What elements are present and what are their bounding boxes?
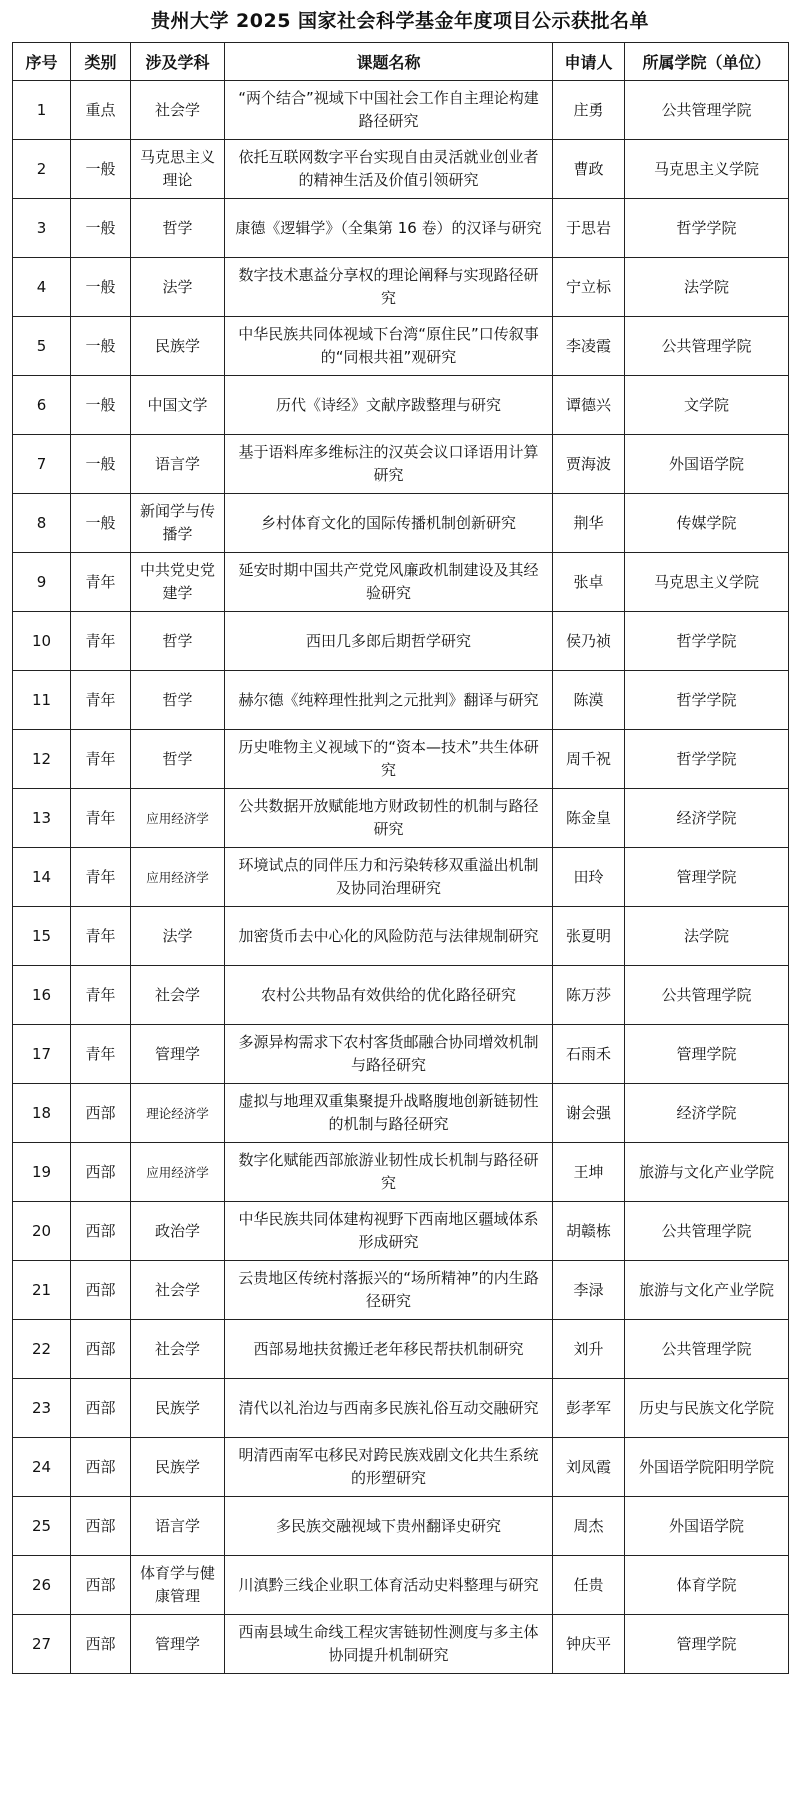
cell-college: 管理学院 <box>625 1615 789 1674</box>
cell-topic: 乡村体育文化的国际传播机制创新研究 <box>225 494 553 553</box>
cell-topic: 数字化赋能西部旅游业韧性成长机制与路径研究 <box>225 1143 553 1202</box>
cell-applicant: 谭德兴 <box>553 376 625 435</box>
cell-applicant: 张卓 <box>553 553 625 612</box>
cell-applicant: 于思岩 <box>553 199 625 258</box>
cell-college: 外国语学院 <box>625 435 789 494</box>
cell-subject: 体育学与健康管理 <box>131 1556 225 1615</box>
cell-subject: 法学 <box>131 258 225 317</box>
cell-no: 8 <box>13 494 71 553</box>
table-row <box>13 671 789 730</box>
cell-no: 24 <box>13 1438 71 1497</box>
table-row <box>13 376 789 435</box>
cell-category: 一般 <box>71 376 131 435</box>
cell-category: 西部 <box>71 1320 131 1379</box>
cell-college: 哲学学院 <box>625 612 789 671</box>
cell-college: 公共管理学院 <box>625 1320 789 1379</box>
cell-applicant: 刘凤霞 <box>553 1438 625 1497</box>
cell-category: 西部 <box>71 1379 131 1438</box>
cell-subject: 应用经济学 <box>131 789 225 848</box>
cell-college: 公共管理学院 <box>625 1202 789 1261</box>
cell-college: 公共管理学院 <box>625 81 789 140</box>
cell-no: 27 <box>13 1615 71 1674</box>
cell-subject: 新闻学与传播学 <box>131 494 225 553</box>
cell-subject: 语言学 <box>131 1497 225 1556</box>
table-row <box>13 907 789 966</box>
cell-college: 马克思主义学院 <box>625 553 789 612</box>
cell-category: 青年 <box>71 671 131 730</box>
cell-college: 外国语学院阳明学院 <box>625 1438 789 1497</box>
cell-category: 重点 <box>71 81 131 140</box>
cell-no: 10 <box>13 612 71 671</box>
cell-topic: 康德《逻辑学》（全集第 16 卷）的汉译与研究 <box>225 199 553 258</box>
cell-applicant: 刘升 <box>553 1320 625 1379</box>
table-row <box>13 494 789 553</box>
cell-applicant: 陈万莎 <box>553 966 625 1025</box>
cell-subject: 社会学 <box>131 81 225 140</box>
table-row <box>13 1379 789 1438</box>
cell-college: 传媒学院 <box>625 494 789 553</box>
cell-topic: 川滇黔三线企业职工体育活动史料整理与研究 <box>225 1556 553 1615</box>
cell-category: 西部 <box>71 1556 131 1615</box>
cell-college: 哲学学院 <box>625 671 789 730</box>
awards-table <box>12 42 789 1674</box>
cell-topic: 虚拟与地理双重集聚提升战略腹地创新链韧性的机制与路径研究 <box>225 1084 553 1143</box>
cell-college: 公共管理学院 <box>625 317 789 376</box>
cell-category: 西部 <box>71 1143 131 1202</box>
cell-college: 经济学院 <box>625 789 789 848</box>
cell-topic: 基于语料库多维标注的汉英会议口译语用计算研究 <box>225 435 553 494</box>
table-body <box>13 81 789 1674</box>
cell-category: 西部 <box>71 1261 131 1320</box>
header-subject: 涉及学科 <box>131 43 225 81</box>
cell-topic: 加密货币去中心化的风险防范与法律规制研究 <box>225 907 553 966</box>
cell-category: 一般 <box>71 199 131 258</box>
cell-applicant: 钟庆平 <box>553 1615 625 1674</box>
cell-no: 22 <box>13 1320 71 1379</box>
cell-college: 管理学院 <box>625 1025 789 1084</box>
cell-no: 3 <box>13 199 71 258</box>
cell-topic: 中华民族共同体视域下台湾“原住民”口传叙事的“同根共祖”观研究 <box>225 317 553 376</box>
cell-topic: 环境试点的同伴压力和污染转移双重溢出机制及协同治理研究 <box>225 848 553 907</box>
cell-subject: 哲学 <box>131 671 225 730</box>
cell-college: 经济学院 <box>625 1084 789 1143</box>
cell-no: 20 <box>13 1202 71 1261</box>
cell-no: 5 <box>13 317 71 376</box>
cell-category: 西部 <box>71 1202 131 1261</box>
cell-applicant: 谢会强 <box>553 1084 625 1143</box>
cell-college: 马克思主义学院 <box>625 140 789 199</box>
cell-applicant: 王坤 <box>553 1143 625 1202</box>
cell-subject: 管理学 <box>131 1025 225 1084</box>
cell-topic: 农村公共物品有效供给的优化路径研究 <box>225 966 553 1025</box>
cell-applicant: 陈漠 <box>553 671 625 730</box>
cell-college: 历史与民族文化学院 <box>625 1379 789 1438</box>
cell-no: 25 <box>13 1497 71 1556</box>
cell-topic: “两个结合”视域下中国社会工作自主理论构建路径研究 <box>225 81 553 140</box>
table-row <box>13 1143 789 1202</box>
cell-category: 西部 <box>71 1084 131 1143</box>
cell-applicant: 胡赣栋 <box>553 1202 625 1261</box>
cell-subject: 社会学 <box>131 966 225 1025</box>
table-row <box>13 435 789 494</box>
cell-applicant: 李凌霞 <box>553 317 625 376</box>
cell-category: 青年 <box>71 730 131 789</box>
cell-subject: 社会学 <box>131 1320 225 1379</box>
cell-topic: 西部易地扶贫搬迁老年移民帮扶机制研究 <box>225 1320 553 1379</box>
cell-subject: 马克思主义理论 <box>131 140 225 199</box>
cell-college: 法学院 <box>625 907 789 966</box>
table-row <box>13 848 789 907</box>
cell-category: 一般 <box>71 435 131 494</box>
header-college: 所属学院（单位） <box>625 43 789 81</box>
cell-category: 青年 <box>71 966 131 1025</box>
cell-category: 一般 <box>71 140 131 199</box>
cell-no: 21 <box>13 1261 71 1320</box>
table-row <box>13 1202 789 1261</box>
table-row <box>13 730 789 789</box>
table-row <box>13 1438 789 1497</box>
cell-applicant: 石雨禾 <box>553 1025 625 1084</box>
cell-applicant: 李渌 <box>553 1261 625 1320</box>
cell-subject: 中共党史党建学 <box>131 553 225 612</box>
header-no: 序号 <box>13 43 71 81</box>
cell-no: 9 <box>13 553 71 612</box>
cell-applicant: 荆华 <box>553 494 625 553</box>
cell-category: 西部 <box>71 1497 131 1556</box>
cell-subject: 哲学 <box>131 612 225 671</box>
table-row <box>13 140 789 199</box>
cell-no: 11 <box>13 671 71 730</box>
cell-topic: 依托互联网数字平台实现自由灵活就业创业者的精神生活及价值引领研究 <box>225 140 553 199</box>
cell-college: 外国语学院 <box>625 1497 789 1556</box>
table-row <box>13 1497 789 1556</box>
cell-no: 19 <box>13 1143 71 1202</box>
cell-no: 14 <box>13 848 71 907</box>
table-row <box>13 966 789 1025</box>
cell-applicant: 田玲 <box>553 848 625 907</box>
cell-subject: 哲学 <box>131 730 225 789</box>
cell-no: 16 <box>13 966 71 1025</box>
cell-no: 12 <box>13 730 71 789</box>
table-row <box>13 317 789 376</box>
cell-applicant: 贾海波 <box>553 435 625 494</box>
cell-topic: 清代以礼治边与西南多民族礼俗互动交融研究 <box>225 1379 553 1438</box>
cell-topic: 明清西南军屯移民对跨民族戏剧文化共生系统的形塑研究 <box>225 1438 553 1497</box>
cell-no: 15 <box>13 907 71 966</box>
cell-college: 旅游与文化产业学院 <box>625 1261 789 1320</box>
header-category: 类别 <box>71 43 131 81</box>
cell-category: 一般 <box>71 494 131 553</box>
table-row <box>13 553 789 612</box>
cell-topic: 多源异构需求下农村客货邮融合协同增效机制与路径研究 <box>225 1025 553 1084</box>
table-row <box>13 1556 789 1615</box>
header-applicant: 申请人 <box>553 43 625 81</box>
cell-applicant: 曹政 <box>553 140 625 199</box>
table-row <box>13 1084 789 1143</box>
table-row <box>13 1320 789 1379</box>
cell-subject: 理论经济学 <box>131 1084 225 1143</box>
cell-topic: 数字技术惠益分享权的理论阐释与实现路径研究 <box>225 258 553 317</box>
cell-no: 4 <box>13 258 71 317</box>
cell-category: 青年 <box>71 612 131 671</box>
cell-subject: 管理学 <box>131 1615 225 1674</box>
cell-category: 西部 <box>71 1615 131 1674</box>
cell-topic: 西南县域生命线工程灾害链韧性测度与多主体协同提升机制研究 <box>225 1615 553 1674</box>
cell-topic: 历史唯物主义视域下的“资本—技术”共生体研究 <box>225 730 553 789</box>
cell-subject: 语言学 <box>131 435 225 494</box>
cell-subject: 应用经济学 <box>131 848 225 907</box>
cell-subject: 社会学 <box>131 1261 225 1320</box>
cell-college: 公共管理学院 <box>625 966 789 1025</box>
cell-no: 13 <box>13 789 71 848</box>
cell-no: 6 <box>13 376 71 435</box>
cell-category: 一般 <box>71 317 131 376</box>
cell-topic: 延安时期中国共产党党风廉政机制建设及其经验研究 <box>225 553 553 612</box>
cell-topic: 中华民族共同体建构视野下西南地区疆域体系形成研究 <box>225 1202 553 1261</box>
table-header-row <box>13 43 789 81</box>
cell-applicant: 彭孝军 <box>553 1379 625 1438</box>
header-topic: 课题名称 <box>225 43 553 81</box>
cell-subject: 中国文学 <box>131 376 225 435</box>
cell-subject: 应用经济学 <box>131 1143 225 1202</box>
table-row <box>13 81 789 140</box>
cell-category: 青年 <box>71 789 131 848</box>
cell-no: 2 <box>13 140 71 199</box>
cell-applicant: 任贵 <box>553 1556 625 1615</box>
cell-category: 一般 <box>71 258 131 317</box>
cell-applicant: 张夏明 <box>553 907 625 966</box>
cell-applicant: 侯乃祯 <box>553 612 625 671</box>
cell-applicant: 周千祝 <box>553 730 625 789</box>
cell-no: 7 <box>13 435 71 494</box>
cell-category: 青年 <box>71 1025 131 1084</box>
table-row <box>13 199 789 258</box>
cell-applicant: 周杰 <box>553 1497 625 1556</box>
cell-no: 26 <box>13 1556 71 1615</box>
cell-category: 西部 <box>71 1438 131 1497</box>
cell-category: 青年 <box>71 907 131 966</box>
cell-college: 法学院 <box>625 258 789 317</box>
cell-college: 旅游与文化产业学院 <box>625 1143 789 1202</box>
cell-subject: 民族学 <box>131 1379 225 1438</box>
cell-category: 青年 <box>71 848 131 907</box>
table-row <box>13 258 789 317</box>
cell-subject: 哲学 <box>131 199 225 258</box>
cell-no: 23 <box>13 1379 71 1438</box>
document-title: 贵州大学 2025 国家社会科学基金年度项目公示获批名单 <box>150 10 650 32</box>
cell-subject: 法学 <box>131 907 225 966</box>
cell-topic: 云贵地区传统村落振兴的“场所精神”的内生路径研究 <box>225 1261 553 1320</box>
cell-topic: 公共数据开放赋能地方财政韧性的机制与路径研究 <box>225 789 553 848</box>
cell-category: 青年 <box>71 553 131 612</box>
cell-applicant: 庄勇 <box>553 81 625 140</box>
cell-no: 1 <box>13 81 71 140</box>
cell-topic: 多民族交融视域下贵州翻译史研究 <box>225 1497 553 1556</box>
table-row <box>13 789 789 848</box>
cell-topic: 历代《诗经》文献序跋整理与研究 <box>225 376 553 435</box>
cell-topic: 赫尔德《纯粹理性批判之元批判》翻译与研究 <box>225 671 553 730</box>
table-row <box>13 1025 789 1084</box>
table-row <box>13 1615 789 1674</box>
cell-college: 体育学院 <box>625 1556 789 1615</box>
cell-subject: 政治学 <box>131 1202 225 1261</box>
cell-college: 哲学学院 <box>625 199 789 258</box>
cell-applicant: 宁立标 <box>553 258 625 317</box>
cell-college: 哲学学院 <box>625 730 789 789</box>
cell-no: 18 <box>13 1084 71 1143</box>
cell-college: 文学院 <box>625 376 789 435</box>
cell-topic: 西田几多郎后期哲学研究 <box>225 612 553 671</box>
cell-subject: 民族学 <box>131 317 225 376</box>
table-row <box>13 1261 789 1320</box>
cell-applicant: 陈金皇 <box>553 789 625 848</box>
table-row <box>13 612 789 671</box>
cell-subject: 民族学 <box>131 1438 225 1497</box>
cell-college: 管理学院 <box>625 848 789 907</box>
cell-no: 17 <box>13 1025 71 1084</box>
